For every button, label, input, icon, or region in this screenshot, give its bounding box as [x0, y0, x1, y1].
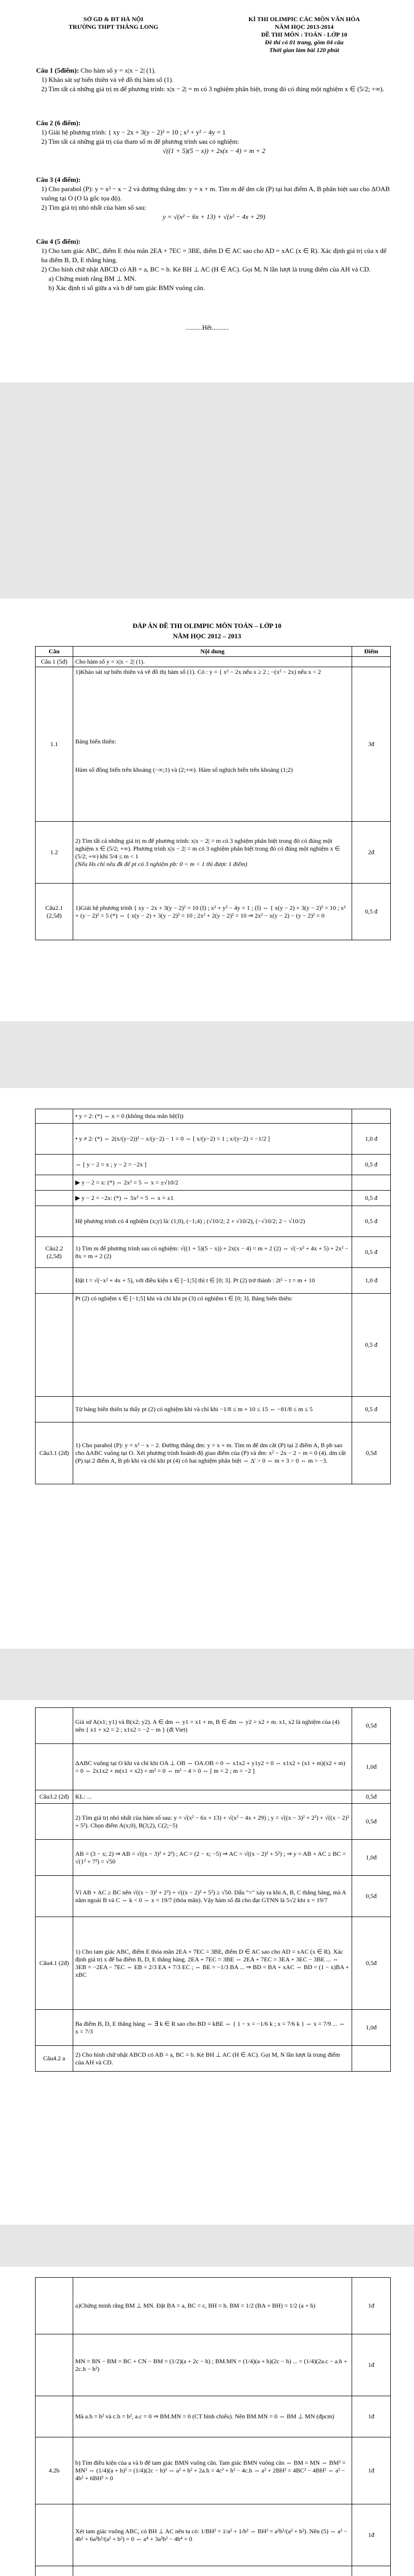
question-formula: y = √(x² − 6x + 13) + √(x² − 4x + 29)	[162, 213, 266, 221]
row-content: Vì AB + AC ≥ BC nên √((x − 3)² + 2²) + √((x − 2)² + 5²) ≥ √50. Dấu "=" xảy ra khi A, B, C thẳng hàng, mà A nằm ngoài B và C ⇔ k < 0 ⇔ x = 19/7 (thỏa mãn). Vậy hàm số đã cho đạt GTNN là 5√2 khi x = 19/7	[73, 1876, 352, 1917]
row-content: ▶ y − 2 = −2x: (*) ⇔ 5x² = 5 ⇔ x = ±1	[73, 1191, 352, 1206]
row-content: 1) Cho tam giác ABC, điểm E thỏa mãn 2EA + 7EC = 3BE, điểm D ∈ AC sao cho AD = xAC (x ∈ R). Xác định giá trị x để ba điểm B, D, E thẳng hàng. 2EA + 7EC = 3BE ⇔ 2EA + 7EC = 3EA + 3EC − 3BE ... ⇔ 3EB = −2EA − 7EC ⇔ EB = 2/3 EA + 7/3 EC ; ⇔ BE = −1/3 BA ... ⇒ BD = BA + xAC ⇔ BD = (1 − x)BA + xBC	[73, 1917, 352, 2010]
row-question	[36, 2010, 73, 2046]
question-item: a) Chứng minh rằng BM ⊥ MN.	[48, 275, 137, 282]
col-header-question: Câu	[36, 647, 73, 657]
question-formula: √((1 + 5)(5 − x)) + 2x(x − 4) = m + 2	[162, 147, 266, 155]
table-header-row	[36, 647, 391, 657]
row-content	[73, 667, 352, 822]
row-score	[352, 1109, 391, 1124]
row-question	[36, 2566, 73, 2576]
table-row	[36, 1191, 391, 1206]
row-score: 1,0đ	[352, 1744, 391, 1790]
table-row	[36, 2334, 391, 2396]
exam-page	[0, 0, 414, 382]
row-content: 1)Giải hệ phương trình { xy − 2x + 3(y − 2)² = 10 (I) ; x² + y² − 4y = 1 ; (I) ⇔ { x(y − 2) + 3(y − 2)² = 10 ; x² + (y − 2)² = 5 (*) ⇔ { x(y − 2) + 3(y − 2)² = 10 ; 2x² + 2(y − 2)² = 10 ⇒ 2x² − x(y − 2) − (y − 2)² = 0	[73, 884, 352, 940]
table-row	[36, 1175, 391, 1191]
question-item: 1) Cho tam giác ABC, điểm E thỏa mãn 2EA + 7EC = 3BE, điểm D ∈ AC sao cho AD = xAC (x ∈ R). Xác định giá trị của x để ba điểm B, D, E thẳng hàng.	[41, 247, 387, 264]
row-content	[73, 822, 352, 884]
table-row	[36, 2010, 391, 2046]
row-score: 0,5 đ	[352, 1294, 391, 1397]
row-content: 2) Tìm giá trị nhỏ nhất của hàm số sau: y = √(x² − 6x + 13) + √(x² − 4x + 29) ; y = √((x − 3)² + 2²) + √((x − 2)² + 5²). Chọn điểm A(x;0), B(3;2), C(2;−5)	[73, 1804, 352, 1840]
row-question	[36, 1397, 73, 1422]
row-score: 0,5 đ	[352, 1237, 391, 1268]
row-content: ⇔ [ y − 2 = x ; y − 2 = −2x ]	[73, 1155, 352, 1175]
row-content: Xét tam giác vuông ABC, có BH ⊥ AC nên ta có: 1/BH² = 1/a² + 1/b² ⇔ BH² = a²b²/(a² + b²). Nên (5) ⇔ a² − 4b² + 6a²b²/(a² + b²) = 0 ⇔ a⁴ + 3a²b² − 4b⁴ = 0	[73, 2504, 352, 2566]
row-score	[352, 1175, 391, 1191]
row-content: MN = BN − BM = BC + CN − BM = (1/2)(a + 2c − h) ; BM.MN = (1/4)(a + h)(2c − h) ... = (1/4)(2a.c − a.h + 2c.h − h²)	[73, 2334, 352, 2396]
row-question	[36, 1124, 73, 1155]
row-content: a)Chứng minh rằng BM ⊥ MN. Đặt BA = a, BC = c, BH = h. BM = 1/2 (BA + BH) = 1/2 (a + h)	[73, 2278, 352, 2334]
exam-name: KÌ THI OLIMPIC CÁC MÔN VĂN HÓA	[248, 15, 360, 23]
row-score: 0,5đ	[352, 1804, 391, 1840]
answer-table-1	[35, 646, 391, 940]
table-row	[36, 1876, 391, 1917]
row-content: KL: ...	[73, 1790, 352, 1804]
row-content: b) Tìm điều kiện của a và b để tam giác BMN vuông cân. Tam giác BMN vuông cân ⇔ BM = MN ⇔ BM² = MN² ⇔ (1/4)(a + h)² = (1/4)(2c − h)² ⇔ a² + h² + 2a.h = 4c² + h² − 4c.h ⇔ a² + 2BH² = 4BC² − 4BH² ⇔ a² − 4b² + 6BH² = 0	[73, 2437, 352, 2504]
row-question	[36, 1206, 73, 1237]
answer-page-4	[0, 2267, 414, 2576]
table-row	[36, 1744, 391, 1790]
question-text: Cho hàm số y = x|x − 2| (1).	[79, 66, 156, 74]
row-content: Mà a.h = h² và c.h = h², a.c = 0 ⇒ BM.MN = 0 (CT hình chiếu). Nên BM.MN = 0 ⇔ BM ⊥ MN (đpcm)	[73, 2396, 352, 2437]
row-score: 1đ	[352, 2278, 391, 2334]
graph-placeholder	[75, 676, 350, 738]
question-item: 2) Tìm giá trị nhỏ nhất của hàm số sau:	[41, 204, 146, 211]
row-content-extra: Bảng biến thiên:	[75, 738, 117, 745]
question-head: Câu 3 (4 điểm):	[36, 176, 81, 183]
school-name: TRƯỜNG THPT THĂNG LONG	[69, 23, 158, 30]
row-content: ▶ y − 2 = x: (*) ⇔ 2x² = 5 ⇔ x = ±√10/2	[73, 1175, 352, 1191]
exam-pages: Đề thi có 01 trang, gồm 04 câu	[264, 39, 344, 46]
row-content-text: 1)Khảo sát sự biến thiên và vẽ đồ thị hàm số (1). Có : y = { x² − 2x nếu x ≥ 2 ; −(x² − 2x) nếu x < 2	[75, 668, 321, 675]
table-row	[36, 1109, 391, 1124]
row-question	[36, 2396, 73, 2437]
col-header-score: Điểm	[352, 647, 391, 657]
row-score: 1,0 đ	[352, 1268, 391, 1294]
row-question: 1.1	[36, 667, 73, 822]
answer-table-2	[35, 1109, 391, 1484]
answers-year: NĂM HỌC 2012 – 2013	[173, 632, 241, 640]
row-score: 1đ	[352, 2396, 391, 2437]
row-content: Hệ phương trình có 4 nghiệm (x;y) là: (1;0), (−1;4) ; (√10/2; 2 + √10/2), (−√10/2; 2 − √10/2)	[73, 1206, 352, 1237]
row-score: 0,5 đ	[352, 1155, 391, 1175]
table-row	[36, 1124, 391, 1155]
page-gap	[0, 382, 414, 599]
table-row	[36, 1790, 391, 1804]
row-content: 1) Cho parabol (P): y = x² − x − 2. Đường thẳng dm: y = x + m. Tìm m để dm cắt (P) tại 2 điểm A, B pb sao cho ΔABC vuông tại O. Xét phương trình hoành độ giao điểm của (P) và dm: x² − 2x − 2 − m = 0 (4). dm cắt (P) tại 2 điểm A, B pb khi và chỉ khi pt (4) có hai nghiệm phân biệt ⇔ Δ' > 0 ⇔ m + 3 > 0 ⇔ m > −3.	[73, 1422, 352, 1484]
row-content: AB = (3 − x; 2) ⇒ AB = √((x − 3)² + 2²) ; AC = (2 − x; −5) ⇒ AC = √((x − 2)² + 5²) ; ⇒ y = AB + AC ≥ BC = √(1² + 7²) = √50	[73, 1840, 352, 1876]
table-row	[36, 884, 391, 940]
table-row	[36, 1840, 391, 1876]
row-score	[352, 2566, 391, 2576]
table-row	[36, 1155, 391, 1175]
table-row	[36, 2278, 391, 2334]
row-question: Câu4.1 (2đ)	[36, 1917, 73, 2010]
answer-page-2	[0, 1088, 414, 1649]
question-head: Câu 2 (6 điểm):	[36, 119, 81, 127]
table-row	[36, 1268, 391, 1294]
answer-page-1	[0, 599, 414, 1021]
table-row	[36, 2566, 391, 2576]
question-head: Câu 1 (5điểm):	[36, 66, 79, 74]
row-question: Câu 1 (5đ)	[36, 657, 73, 667]
row-score: 0,5đ	[352, 1790, 391, 1804]
exam-header	[222, 15, 387, 54]
exam-duration: Thời gian làm bài 120 phút	[269, 46, 339, 54]
answer-table-4	[35, 2277, 391, 2576]
row-question: Câu3.1 (2đ)	[36, 1422, 73, 1484]
question-1	[36, 66, 392, 94]
row-score: 2đ	[352, 822, 391, 884]
row-content: Pt (2) có nghiệm x ∈ [−1;5] khi và chỉ khi pt (3) có nghiệm t ∈ [0; 3]. Bảng biến thiên:	[73, 1294, 352, 1397]
question-item: 2) Tìm tất cả những giá trị m để phương trình: x|x − 2| = m có 3 nghiệm phân biệt, trong đó có đúng một nghiệm x ∈ (5/2; +∞).	[41, 85, 384, 93]
table-row	[36, 2046, 391, 2072]
row-question	[36, 2334, 73, 2396]
exam-subject: ĐỀ THI MÔN : TOÁN - LỚP 10	[261, 31, 347, 38]
row-score: 0,5 đ	[352, 1191, 391, 1206]
table-row	[36, 2437, 391, 2504]
table-row	[36, 1397, 391, 1422]
table-row	[36, 667, 391, 822]
row-question	[36, 1840, 73, 1876]
row-content: • y ≠ 2: (*) ⇔ 2(x/(y−2))² − x/(y−2) − 1 = 0 ⇔ [ x/(y−2) = 1 ; x/(y−2) = −1/2 ]	[73, 1124, 352, 1155]
table-row	[36, 2396, 391, 2437]
row-score: 1đ	[352, 2504, 391, 2566]
row-score: 0,5 đ	[352, 1397, 391, 1422]
end-marker: ..........Hết..........	[185, 324, 229, 331]
row-score: 1đ	[352, 2334, 391, 2396]
row-question	[36, 1876, 73, 1917]
row-content: 2) Cho hình chữ nhật ABCD có AB = a, BC = b. Kẻ BH ⊥ AC (H ∈ AC). Gọi M, N lần lượt là trung điểm của AH và CD.	[73, 2046, 352, 2072]
row-question	[36, 1109, 73, 1124]
row-content: • y = 2: (*) ⇔ x = 0 (không thỏa mãn hệ(I))	[73, 1109, 352, 1124]
row-question	[36, 1175, 73, 1191]
row-question: 1.2	[36, 822, 73, 884]
row-score: 0,5đ	[352, 1708, 391, 1744]
page-gap	[0, 1649, 414, 1700]
row-question	[36, 1804, 73, 1840]
question-2	[36, 118, 392, 156]
row-score: 0,5đ	[352, 1422, 391, 1484]
row-content	[73, 2566, 352, 2576]
table-row	[36, 822, 391, 884]
row-question	[36, 2504, 73, 2566]
table-row	[36, 1294, 391, 1397]
table-row	[36, 2504, 391, 2566]
school-header	[36, 15, 191, 31]
row-score: 0,5 đ	[352, 884, 391, 940]
row-content: Cho hàm số y = x|x − 2| (1).	[73, 657, 352, 667]
question-item: 1) Khảo sát sự biến thiên và vẽ đồ thị hàm số (1).	[41, 76, 174, 83]
row-score: 0,5 đ	[352, 1206, 391, 1237]
row-question: Câu4.2 a	[36, 2046, 73, 2072]
department-name: SỞ GD & ĐT HÀ NỘI	[83, 15, 144, 23]
question-item: 2) Tìm tất cả những giá trị của tham số m để phương trình sau có nghiệm:	[41, 138, 239, 145]
row-score: 1đ	[352, 2437, 391, 2504]
row-question: Câu3.2 (2đ)	[36, 1790, 73, 1804]
row-question: 4.2b	[36, 2437, 73, 2504]
row-question: Câu2.1 (2,5đ)	[36, 884, 73, 940]
table-row	[36, 1804, 391, 1840]
question-item: b) Xác định tỉ số giữa a và b để tam giác BMN vuông cân.	[48, 284, 205, 292]
page-gap	[0, 2225, 414, 2267]
answers-title: ĐÁP ÁN ĐỀ THI OLIMPIC MÔN TOÁN – LỚP 10	[133, 622, 281, 630]
row-score	[352, 657, 391, 667]
row-content-extra: (Nếu Hs chỉ nêu đk để pt có 3 nghiệm pb: 0 < m < 1 thì được 1 điểm)	[75, 860, 247, 868]
row-content-text: 2) Tìm tất cả những giá trị m để phương trình: x|x − 2| = m có 3 nghiệm phân biệt trong đó có đúng một nghiệm x ∈ (5/2; +∞). Phương trình x|x − 2| = m có 3 nghiệm phân biệt trong đó có đúng một nghiệm x ∈ (5/2; +∞) khi 5/4 ≤ m < 1	[75, 837, 340, 860]
row-content: ΔABC vuông tại O khi và chỉ khi OA ⊥ OB ⇔ OA.OB = 0 ⇔ x1x2 + y1y2 = 0 ⇔ x1x2 + (x1 + m)(x2 + m) = 0 ⇔ 2x1x2 + m(x1 + x2) + m² = 0 ⇔ m² − 4 = 0 ⇔ [ m = 2 ; m = −2 ]	[73, 1744, 352, 1790]
row-content: Đặt t = √(−x² + 4x + 5), với điều kiện x ∈ [−1;5] thì t ∈ [0; 3]. Pt (2) trở thành : 2t² − t = m + 10	[73, 1268, 352, 1294]
answer-page-3	[0, 1700, 414, 2225]
row-score	[352, 2046, 391, 2072]
table-row	[36, 1917, 391, 2010]
row-content: Từ bảng biến thiên ta thấy pt (2) có nghiệm khi và chỉ khi −1/8 ≤ m + 10 ≤ 15 ⇔ −81/8 ≤ m ≤ 5	[73, 1397, 352, 1422]
row-score: 1,0đ	[352, 2010, 391, 2046]
table-row	[36, 1708, 391, 1744]
page-gap	[0, 1021, 414, 1088]
row-content-extra: Hàm số đồng biến trên khoảng (−∞;1) và (2;+∞). Hàm số nghịch biến trên khoảng (1;2)	[75, 766, 293, 773]
question-item: 1) Giải hệ phương trình: { xy − 2x + 3(y − 2)² = 10 ; x² + y² − 4y = 1	[41, 128, 226, 136]
table-row	[36, 657, 391, 667]
question-head: Câu 4 (5 điểm):	[36, 238, 81, 245]
row-question	[36, 1268, 73, 1294]
row-score: 0,5đ	[352, 1917, 391, 2010]
question-item: 2) Cho hình chữ nhật ABCD có AB = a, BC = b. Kẻ BH ⊥ AC (H ∈ AC). Gọi M, N lần lượt là trung điểm của AH và CD.	[41, 265, 371, 273]
row-score: 3đ	[352, 667, 391, 822]
table-row	[36, 1237, 391, 1268]
table-row	[36, 1206, 391, 1237]
row-question	[36, 2278, 73, 2334]
row-question	[36, 1744, 73, 1790]
row-score: 0,5đ	[352, 1876, 391, 1917]
row-content: 1) Tìm m để phương trình sau có nghiệm: √((1 + 5)(5 − x)) + 2x(x − 4) = m + 2 (2) ⇔ √(−x² + 4x + 5) + 2x² − 8x = m + 2 (2)	[73, 1237, 352, 1268]
row-score: 1,0 đ	[352, 1124, 391, 1155]
variation-table-placeholder	[75, 745, 350, 766]
row-question	[36, 1155, 73, 1175]
question-4	[36, 237, 392, 293]
row-question	[36, 1294, 73, 1397]
answer-table-3	[35, 1707, 391, 2072]
col-header-content: Nội dung	[73, 647, 352, 657]
row-question: Câu2.2 (2,5đ)	[36, 1237, 73, 1268]
table-row	[36, 1422, 391, 1484]
question-3	[36, 175, 392, 222]
row-content: Ba điểm B, D, E thẳng hàng ⇔ ∃ k ∈ R sao cho BD = kBE ⇔ { 1 − x = −1/6 k ; x = 7/6 k } ⇔ x = 7/9 ... ⇔ x = 7/3	[73, 2010, 352, 2046]
row-question	[36, 1708, 73, 1744]
school-year: NĂM HỌC 2013-2014	[275, 23, 334, 30]
row-score: 1,0đ	[352, 1840, 391, 1876]
row-question	[36, 1191, 73, 1206]
row-content: Giả sử A(x1; y1) và B(x2; y2). A ∈ dm ⇔ y1 = x1 + m, B ∈ dm ⇔ y2 = x2 + m. x1, x2 là nghiệm của (4) nên { x1 + x2 = 2 ; x1x2 = −2 − m } (đl Viet)	[73, 1708, 352, 1744]
question-item: 1) Cho parabol (P): y = x² − x − 2 và đường thẳng dm: y = x + m. Tìm m để dm cắt (P) tại hai điểm A, B phân biệt sao cho ΔOAB vuông tại O (O là gốc tọa độ).	[41, 185, 390, 202]
